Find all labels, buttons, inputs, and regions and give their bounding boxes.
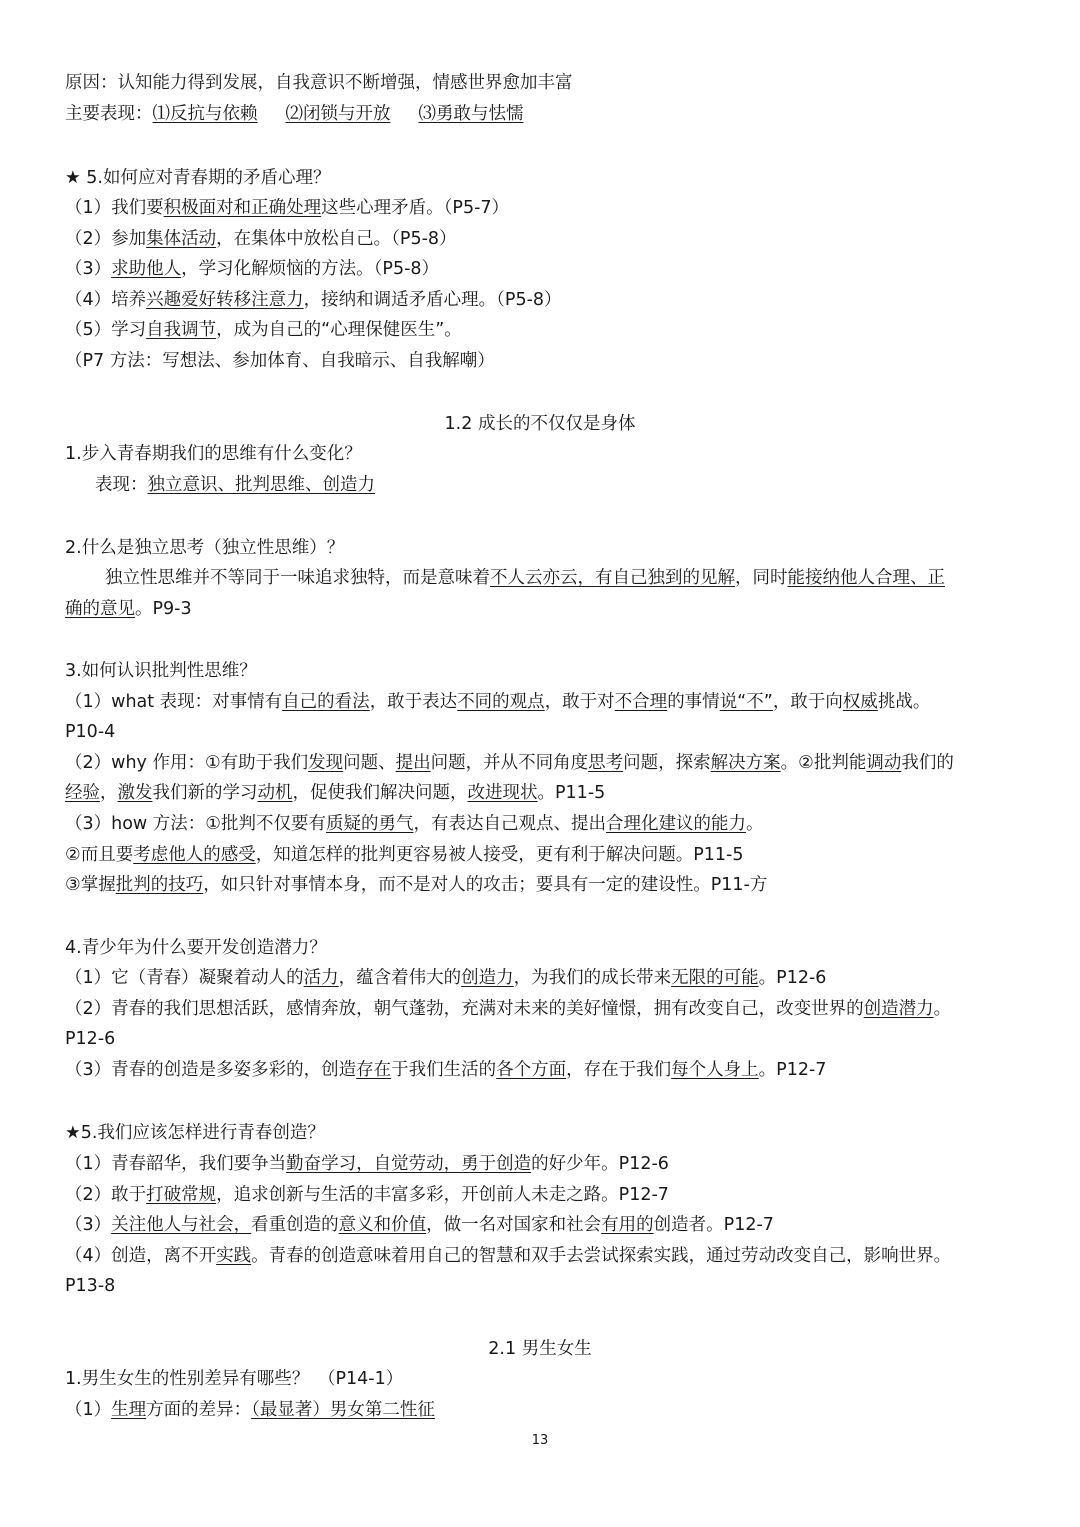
text-segment: ，接纳和调适矛盾心理。（P5-8） (303, 290, 562, 310)
text-segment: （1）青春韶华，我们要争当 (65, 1154, 287, 1174)
text-segment: 我们的 (901, 753, 954, 773)
text-segment: ，同时 (735, 568, 788, 588)
text-segment: ，蕴含着伟大的 (338, 968, 462, 988)
underlined-keyword: 质疑的勇气 (326, 814, 414, 834)
answer-line (65, 195, 1025, 221)
section-heading: 2.1 男生女生 (488, 1339, 592, 1359)
answer-line (65, 689, 1025, 715)
text-segment: 问题、 (343, 753, 396, 773)
underlined-keyword: 解决方案 (710, 753, 781, 773)
answer-line (65, 287, 1025, 313)
question-title: 4.青少年为什么要开发创造潜力？ (65, 938, 327, 958)
reason-line (65, 70, 1025, 96)
underlined-keyword: 集体活动 (146, 229, 217, 249)
underlined-keyword: 自我调节 (146, 320, 217, 340)
text-segment: 这些心理矛盾。（P5-7） (321, 198, 510, 218)
answer-line (65, 1182, 1025, 1208)
answer-line (65, 965, 1025, 991)
text-segment: ，存在于我们 (566, 1060, 672, 1080)
answer-line (65, 226, 1025, 252)
answer-line (65, 872, 1025, 898)
answer-line (105, 565, 1065, 591)
text-segment: 我们新的学习 (152, 783, 258, 803)
underlined-keyword: 提出 (395, 753, 431, 773)
text-segment: 问题，探索 (623, 753, 711, 773)
text-segment: 。 (746, 814, 764, 834)
text-segment: ，成为自己的“心理保健医生”。 (216, 320, 462, 340)
text-segment: 。P12-7 (758, 1060, 827, 1080)
question-title: 1.步入青春期我们的思维有什么变化？ (65, 444, 362, 464)
text-segment: （3） (65, 1215, 112, 1235)
answer-line (65, 1397, 1025, 1423)
underlined-keyword: 自己的看法 (282, 692, 370, 712)
text-segment: 挑战。 (877, 692, 931, 712)
text-segment: ，敢于向 (772, 692, 843, 712)
text-segment: ，敢于对 (544, 692, 615, 712)
text-segment: 的事情 (667, 692, 720, 712)
underlined-keyword: 不合理 (614, 692, 668, 712)
text-segment: 。②批判能 (780, 753, 867, 773)
underlined-keyword: 发现 (308, 753, 344, 773)
text-segment: （1）what 表现：对事情有 (65, 692, 283, 712)
underlined-keyword: 不同的观点 (457, 692, 545, 712)
answer-line (65, 996, 1025, 1022)
underlined-keyword: 考虑他人的感受 (133, 845, 256, 865)
section-heading: 1.2 成长的不仅仅是身体 (444, 414, 636, 434)
text-segment: ，知道怎样的批判更容易被人接受，更有利于解决问题。P11-5 (255, 845, 744, 865)
text-segment: 。P11-5 (537, 783, 606, 803)
text-segment: 。P12-6 (758, 968, 827, 988)
text-segment: （5）学习 (65, 320, 147, 340)
underlined-keyword: 思考 (588, 753, 624, 773)
page-ref: P10-4 (65, 722, 116, 742)
underlined-keyword: 激发 (117, 783, 153, 803)
text-segment: 看重创造的 (251, 1215, 339, 1235)
text-segment: ，促使我们解决问题， (292, 783, 468, 803)
text-segment: ③掌握 (65, 875, 116, 895)
text-segment: ，为我们的成长带来 (513, 968, 672, 988)
underlined-keyword: 合理化建议的能力 (606, 814, 746, 834)
text-segment: 。P9-3 (135, 599, 192, 619)
underlined-keyword: 生理 (111, 1400, 147, 1420)
text-segment: 的好少年。P12-6 (531, 1154, 669, 1174)
underlined-keyword: ⑶勇敢与怯懦 (418, 104, 524, 124)
text-segment: （3） (65, 259, 112, 279)
text-segment: ，敢于表达 (369, 692, 458, 712)
underlined-keyword: 兴趣爱好转移注意力 (146, 290, 304, 310)
answer-line (65, 1243, 1025, 1269)
answer-line (65, 317, 1025, 343)
answer-line (65, 1212, 1025, 1238)
underlined-keyword: 创造力 (461, 968, 514, 988)
text-segment: ，在集体中放松自己。（P5-8） (216, 229, 457, 249)
page-ref: P13-8 (65, 1276, 116, 1296)
underlined-keyword: 能接纳他人合理、正 (787, 568, 945, 588)
underlined-keyword: 调动 (866, 753, 902, 773)
underlined-keyword: 经验 (65, 783, 100, 803)
underlined-keyword: 批判的技巧 (115, 875, 204, 895)
underlined-keyword: 权威 (842, 692, 878, 712)
page-ref: P12-6 (65, 1029, 116, 1049)
underlined-keyword: 活力 (303, 968, 339, 988)
underlined-keyword: 各个方面 (496, 1060, 567, 1080)
underlined-keyword: 确的意见 (65, 599, 135, 619)
answer-line (65, 780, 1025, 806)
answer-line (95, 472, 1055, 498)
underlined-keyword: 有用的 (601, 1215, 654, 1235)
text-segment: ，做一名对国家和社会 (426, 1215, 602, 1235)
underlined-keyword: 说“不” (719, 692, 773, 712)
question-title: 3.如何认识批判性思维？ (65, 661, 257, 681)
text-segment: （1）我们要 (65, 198, 164, 218)
text-segment: （2）why 作用：①有助于我们 (65, 753, 309, 773)
text-segment: ，有表达自己观点、提出 (413, 814, 606, 834)
performance-line (65, 101, 1025, 127)
answer-line (65, 750, 1025, 776)
question-title: 2.什么是独立思考（独立性思维）？ (65, 538, 345, 558)
underlined-keyword: 意义和价值 (338, 1215, 427, 1235)
text-segment: 方面的差异： (146, 1400, 252, 1420)
text-segment: 主要表现： (65, 104, 153, 124)
underlined-keyword: 创造潜力 (863, 999, 934, 1019)
text-segment: 原因： (65, 73, 118, 93)
text-segment: （2）敢于 (65, 1185, 147, 1205)
text-segment: ②而且要 (65, 845, 134, 865)
underlined-keyword: 求助他人 (111, 259, 182, 279)
underlined-keyword: 勤奋学习，自觉劳动，勇于创造 (286, 1154, 532, 1174)
text-segment: ，如只针对事情本身，而不是对人的攻击；要具有一定的建设性。P11-方 (203, 875, 768, 895)
underlined-keyword: ⑴反抗与依赖 (152, 104, 258, 124)
text-segment: （3）青春的创造是多姿多彩的，创造 (65, 1060, 357, 1080)
underlined-keyword: ⑵闭锁与开放 (285, 104, 391, 124)
question-title: 1.男生女生的性别差异有哪些？ （P14-1） (65, 1369, 404, 1389)
question-title: ★ 5.如何应对青春期的矛盾心理？ (65, 168, 331, 188)
text-segment: ，学习化解烦恼的方法。（P5-8） (181, 259, 440, 279)
answer-line (65, 256, 1025, 282)
answer-line (65, 1057, 1025, 1083)
underlined-keyword: 实践 (216, 1246, 252, 1266)
answer-line (65, 596, 1025, 622)
underlined-keyword: 无限的可能 (671, 968, 759, 988)
text-segment: 独立性思维并不等同于一味追求独特，而是意味着 (105, 568, 490, 588)
text-segment: （1） (65, 1400, 112, 1420)
underlined-keyword: 独立意识、批判思维、创造力 (147, 475, 375, 495)
text-segment: （2）青春的我们思想活跃，感情奔放，朝气蓬勃，充满对未来的美好憧憬，拥有改变自己，改变世界的 (65, 999, 864, 1019)
underlined-keyword: 关注他人与社会， (111, 1215, 252, 1235)
page-number: 13 (531, 1433, 549, 1448)
question-title: ★5.我们应该怎样进行青春创造？ (65, 1123, 325, 1143)
text-segment: （1）它（青春）凝聚着动人的 (65, 968, 304, 988)
text-segment: （4）培养 (65, 290, 147, 310)
underlined-keyword: 每个人身上 (671, 1060, 759, 1080)
text-segment: 于我们生活的 (391, 1060, 497, 1080)
underlined-keyword: 存在 (356, 1060, 392, 1080)
text-segment: （4）创造，离不开 (65, 1246, 217, 1266)
underlined-keyword: 改进现状 (467, 783, 538, 803)
text-segment: 表现： (95, 475, 148, 495)
underlined-keyword: 积极面对和正确处理 (163, 198, 322, 218)
text-segment: 。 (933, 999, 952, 1019)
underlined-keyword: 不人云亦云，有自己独到的见解 (490, 568, 735, 588)
underlined-keyword: （最显著）男女第二性征 (251, 1400, 435, 1420)
text-segment: 认知能力得到发展，自我意识不断增强，情感世界愈加丰富 (117, 73, 573, 93)
text-segment: ， (100, 783, 118, 803)
text-segment: ，追求创新与生活的丰富多彩，开创前人未走之路。P12-7 (216, 1185, 669, 1205)
answer-line (65, 811, 1025, 837)
underlined-keyword: 打破常规 (146, 1185, 217, 1205)
answer-line (65, 1151, 1025, 1177)
underlined-keyword: 动机 (257, 783, 293, 803)
text-segment: （2）参加 (65, 229, 147, 249)
text-segment: （3）how 方法：①批判不仅要有 (65, 814, 326, 834)
method-note: （P7 方法：写想法、参加体育、自我暗示、自我解嘲） (65, 351, 495, 371)
answer-line (65, 842, 1025, 868)
text-segment: 创造者。P12-7 (653, 1215, 774, 1235)
text-segment: 。青春的创造意味着用自己的智慧和双手去尝试探索实践，通过劳动改变自己，影响世界。 (251, 1246, 952, 1266)
text-segment: 问题，并从不同角度 (430, 753, 589, 773)
